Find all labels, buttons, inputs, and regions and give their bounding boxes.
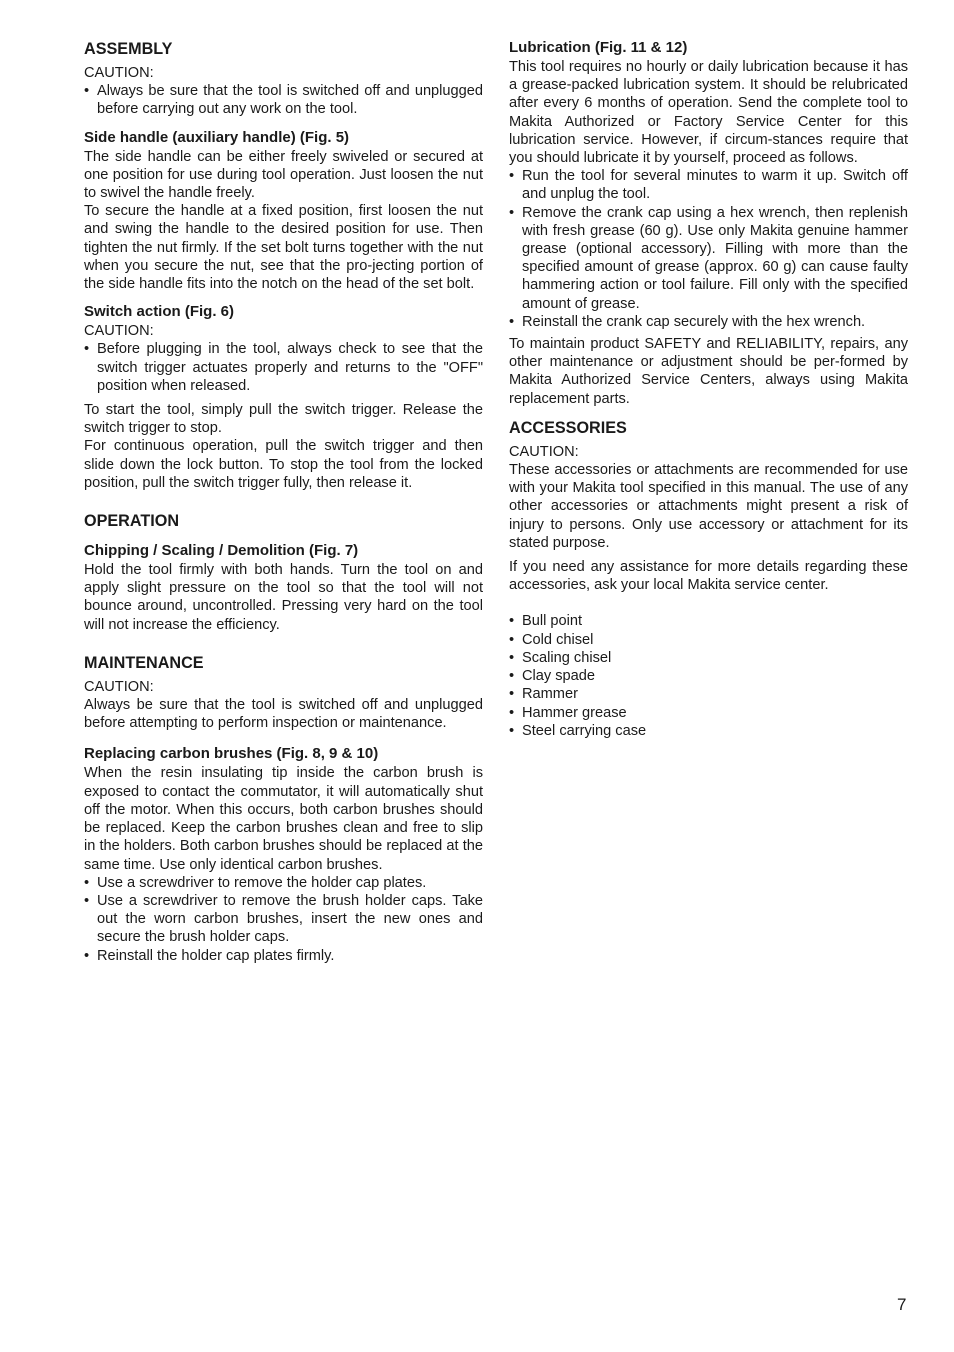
list-item: • Reinstall the holder cap plates firmly.	[84, 947, 483, 965]
assembly-caution-label: CAUTION:	[84, 65, 154, 81]
right-column	[509, 38, 908, 740]
list-item: • Run the tool for several minutes to warm it up. Switch off and unplug the tool.	[509, 167, 908, 203]
brushes-paragraph: When the resin insulating tip inside the carbon brush is exposed to contact the commutator, it will automatically shut off the motor. When this occurs, both carbon brushes should be replaced. Keep the carbon brushes clean and free to slip in the holders. Both carbon brushes should be replaced at the same time. Use only identical carbon brushes.	[84, 765, 483, 873]
side-handle-paragraph: The side handle can be either freely swiveled or secured at one position for use during tool operation. Just loosen the nut to swivel the handle freely.	[84, 148, 483, 202]
switch-action-paragraph: To start the tool, simply pull the switch trigger. Release the switch trigger to stop.	[84, 402, 483, 437]
brushes-heading: Replacing carbon brushes (Fig. 8, 9 & 10)	[84, 745, 379, 763]
chipping-paragraph: Hold the tool firmly with both hands. Turn the tool on and apply slight pressure on the tool so that the tool will not bounce around, uncontrolled. Pressing very hard on the tool will not increase the efficiency.	[84, 562, 483, 633]
operation-heading: OPERATION	[84, 512, 180, 531]
list-item: • Hammer grease	[509, 704, 908, 722]
maintenance-caution-text: Always be sure that the tool is switched off and unplugged before attempting to perform inspection or maintenance.	[84, 697, 483, 732]
assembly-caution-list	[84, 82, 483, 118]
brushes-list	[84, 874, 483, 965]
switch-action-caution-label: CAUTION:	[84, 323, 154, 340]
lubrication-paragraph: This tool requires no hourly or daily lubrication because it has a grease-packed lubrication system. It should be relubricated after every 6 months of operation. Send the complete tool to Makita Authorized or Factory Service Center for this lubrication service. However, if circum-stances require that you should lubricate it by yourself, proceed as follows.	[509, 59, 908, 167]
left-column	[84, 38, 483, 965]
chipping-heading: Chipping / Scaling / Demolition (Fig. 7)	[84, 542, 359, 560]
lubrication-heading: Lubrication (Fig. 11 & 12)	[509, 39, 688, 56]
list-item: • Use a screwdriver to remove the brush holder caps. Take out the worn carbon brushes, insert the new ones and secure the brush holder caps.	[84, 892, 483, 947]
list-item: • Bull point	[509, 612, 908, 630]
maintenance-heading: MAINTENANCE	[84, 653, 204, 672]
side-handle-heading: Side handle (auxiliary handle) (Fig. 5)	[84, 128, 350, 146]
list-item: • Scaling chisel	[509, 649, 908, 667]
accessories-caution-label: CAUTION:	[509, 443, 579, 460]
switch-action-caution-list	[84, 340, 483, 395]
assembly-heading: ASSEMBLY	[84, 40, 173, 58]
maintenance-caution-label: CAUTION:	[84, 678, 154, 695]
safety-paragraph: To maintain product SAFETY and RELIABILITY, repairs, any other maintenance or adjustment should be per-formed by Makita Authorized Service Centers, always using Makita replacement parts.	[509, 336, 908, 407]
switch-action-heading: Switch action (Fig. 6)	[84, 303, 235, 321]
list-item: • Rammer	[509, 685, 908, 703]
list-item: • Reinstall the crank cap securely with the hex wrench.	[509, 313, 908, 331]
list-item: • Before plugging in the tool, always check to see that the switch trigger actuates properly and returns to the "OFF" position when released.	[84, 340, 483, 395]
side-handle-paragraph: To secure the handle at a fixed position, first loosen the nut and swing the handle to the desired position for use. Then tighten the nut firmly. If the set bolt turns together with the nut when you secure the nut, see that the pro-jecting portion of the side handle fits into the notch on the head of the set bolt.	[84, 203, 483, 293]
switch-action-paragraph: For continuous operation, pull the switch trigger and then slide down the lock button. To stop the tool from the locked position, pull the switch trigger fully, then release it.	[84, 438, 483, 491]
list-item: • Cold chisel	[509, 631, 908, 649]
accessories-caution-text: These accessories or attachments are recommended for use with your Makita tool specified in this manual. The use of any other accessories or attachments might present a risk of injury to persons. Only use accessory or attachment for its stated purpose.	[509, 462, 908, 551]
accessories-heading: ACCESSORIES	[509, 418, 627, 437]
page-number: 7	[897, 1295, 907, 1314]
accessories-assistance-text: If you need any assistance for more details regarding these accessories, ask your local Makita service center.	[509, 559, 908, 594]
lubrication-list	[509, 167, 908, 331]
list-item: • Steel carrying case	[509, 722, 908, 740]
list-item: • Use a screwdriver to remove the holder cap plates.	[84, 874, 483, 892]
list-item: • Clay spade	[509, 667, 908, 685]
accessories-list	[509, 612, 908, 739]
list-item: • Remove the crank cap using a hex wrench, then replenish with fresh grease (60 g). Use only Makita genuine hammer grease (optional accessory). Filling with more than the specified amount of grease (approx. 60 g) can cause faulty hammering action or tool failure. Fill only with the specified amount of grease.	[509, 204, 908, 313]
list-item: • Always be sure that the tool is switched off and unplugged before carrying out any work on the tool.	[84, 82, 483, 118]
